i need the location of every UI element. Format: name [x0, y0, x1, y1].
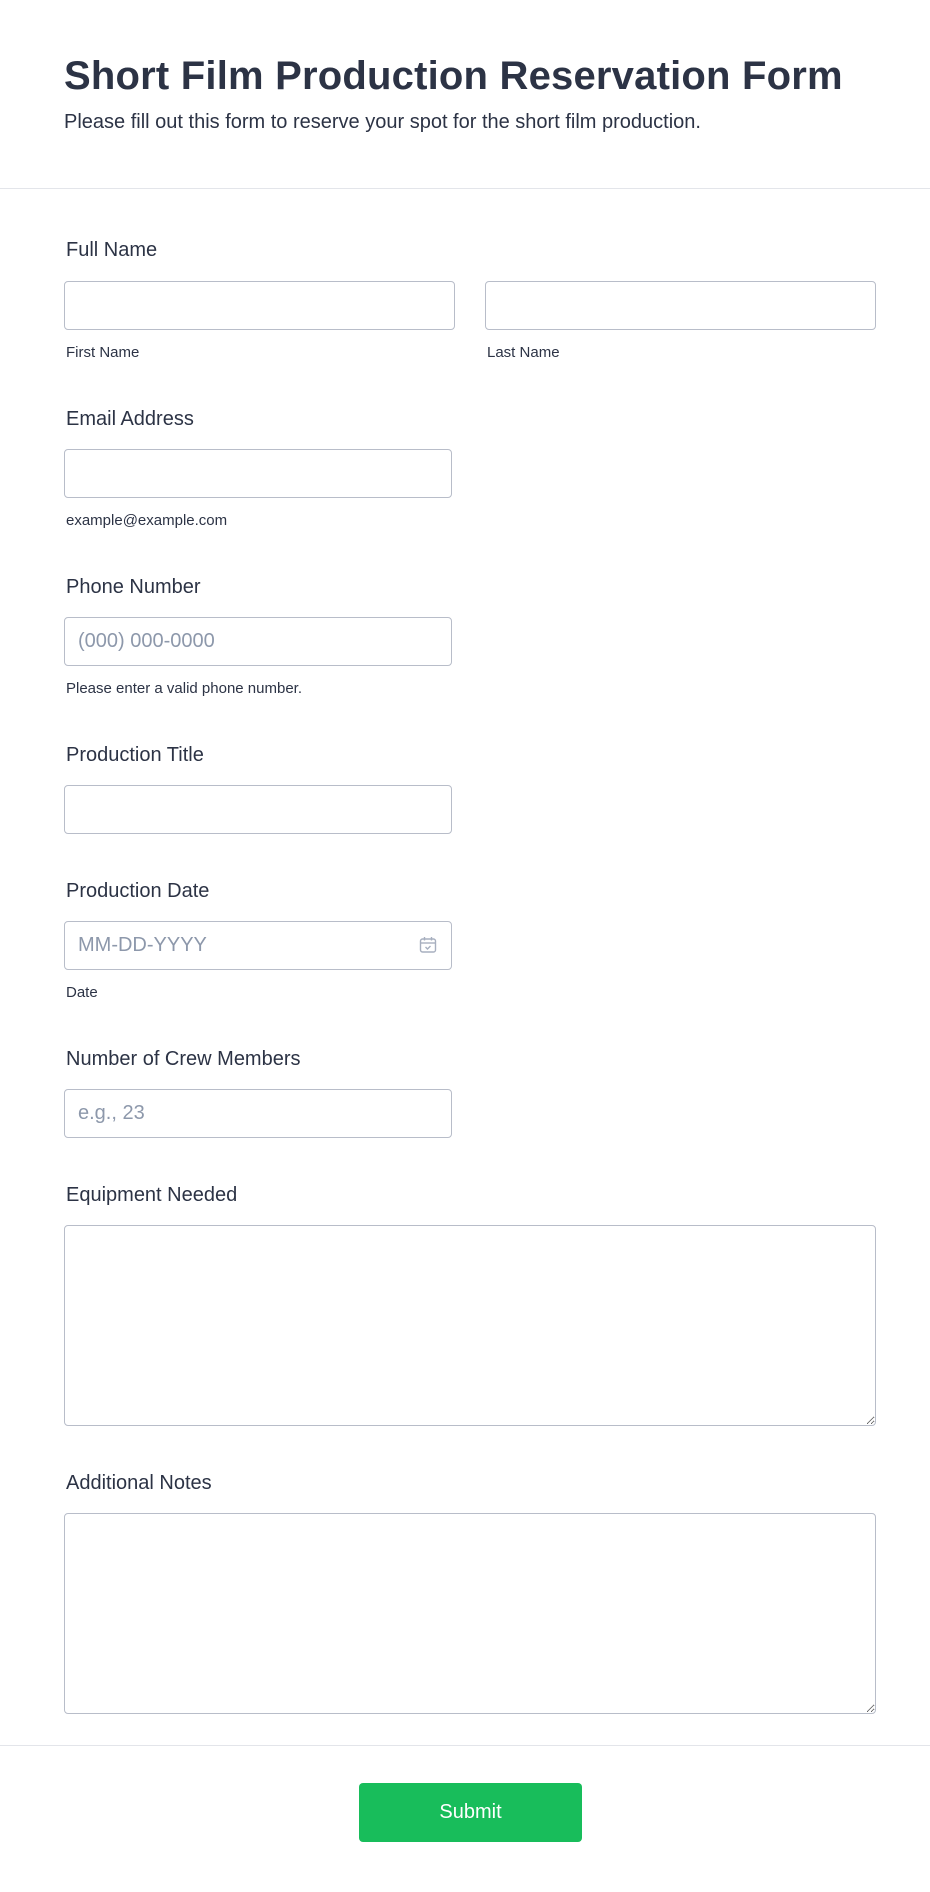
- equipment-textarea[interactable]: [64, 1225, 876, 1426]
- crew-members-input[interactable]: [64, 1089, 452, 1138]
- last-name-input[interactable]: [485, 281, 876, 330]
- full-name-label: Full Name: [66, 239, 158, 261]
- notes-textarea[interactable]: [64, 1513, 876, 1714]
- last-name-sublabel: Last Name: [487, 344, 560, 361]
- phone-input[interactable]: [64, 617, 452, 666]
- first-name-input[interactable]: [64, 281, 455, 330]
- notes-label: Additional Notes: [66, 1472, 212, 1494]
- equipment-label: Equipment Needed: [66, 1184, 238, 1206]
- page-title: Short Film Production Reservation Form: [64, 54, 843, 98]
- phone-label: Phone Number: [66, 576, 201, 598]
- production-title-label: Production Title: [66, 744, 204, 766]
- email-sublabel: example@example.com: [66, 512, 228, 529]
- production-title-input[interactable]: [64, 785, 452, 834]
- first-name-sublabel: First Name: [66, 344, 140, 361]
- email-label: Email Address: [66, 408, 194, 430]
- phone-sublabel: Please enter a valid phone number.: [66, 680, 302, 697]
- production-date-sublabel: Date: [66, 984, 98, 1001]
- form-header: [0, 0, 930, 189]
- production-date-label: Production Date: [66, 880, 210, 902]
- submit-button[interactable]: Submit: [359, 1783, 582, 1842]
- production-date-input[interactable]: [64, 921, 452, 970]
- page-subtitle: Please fill out this form to reserve your spot for the short film production.: [64, 111, 701, 133]
- email-input[interactable]: [64, 449, 452, 498]
- calendar-icon[interactable]: [419, 936, 437, 954]
- crew-members-label: Number of Crew Members: [66, 1048, 301, 1070]
